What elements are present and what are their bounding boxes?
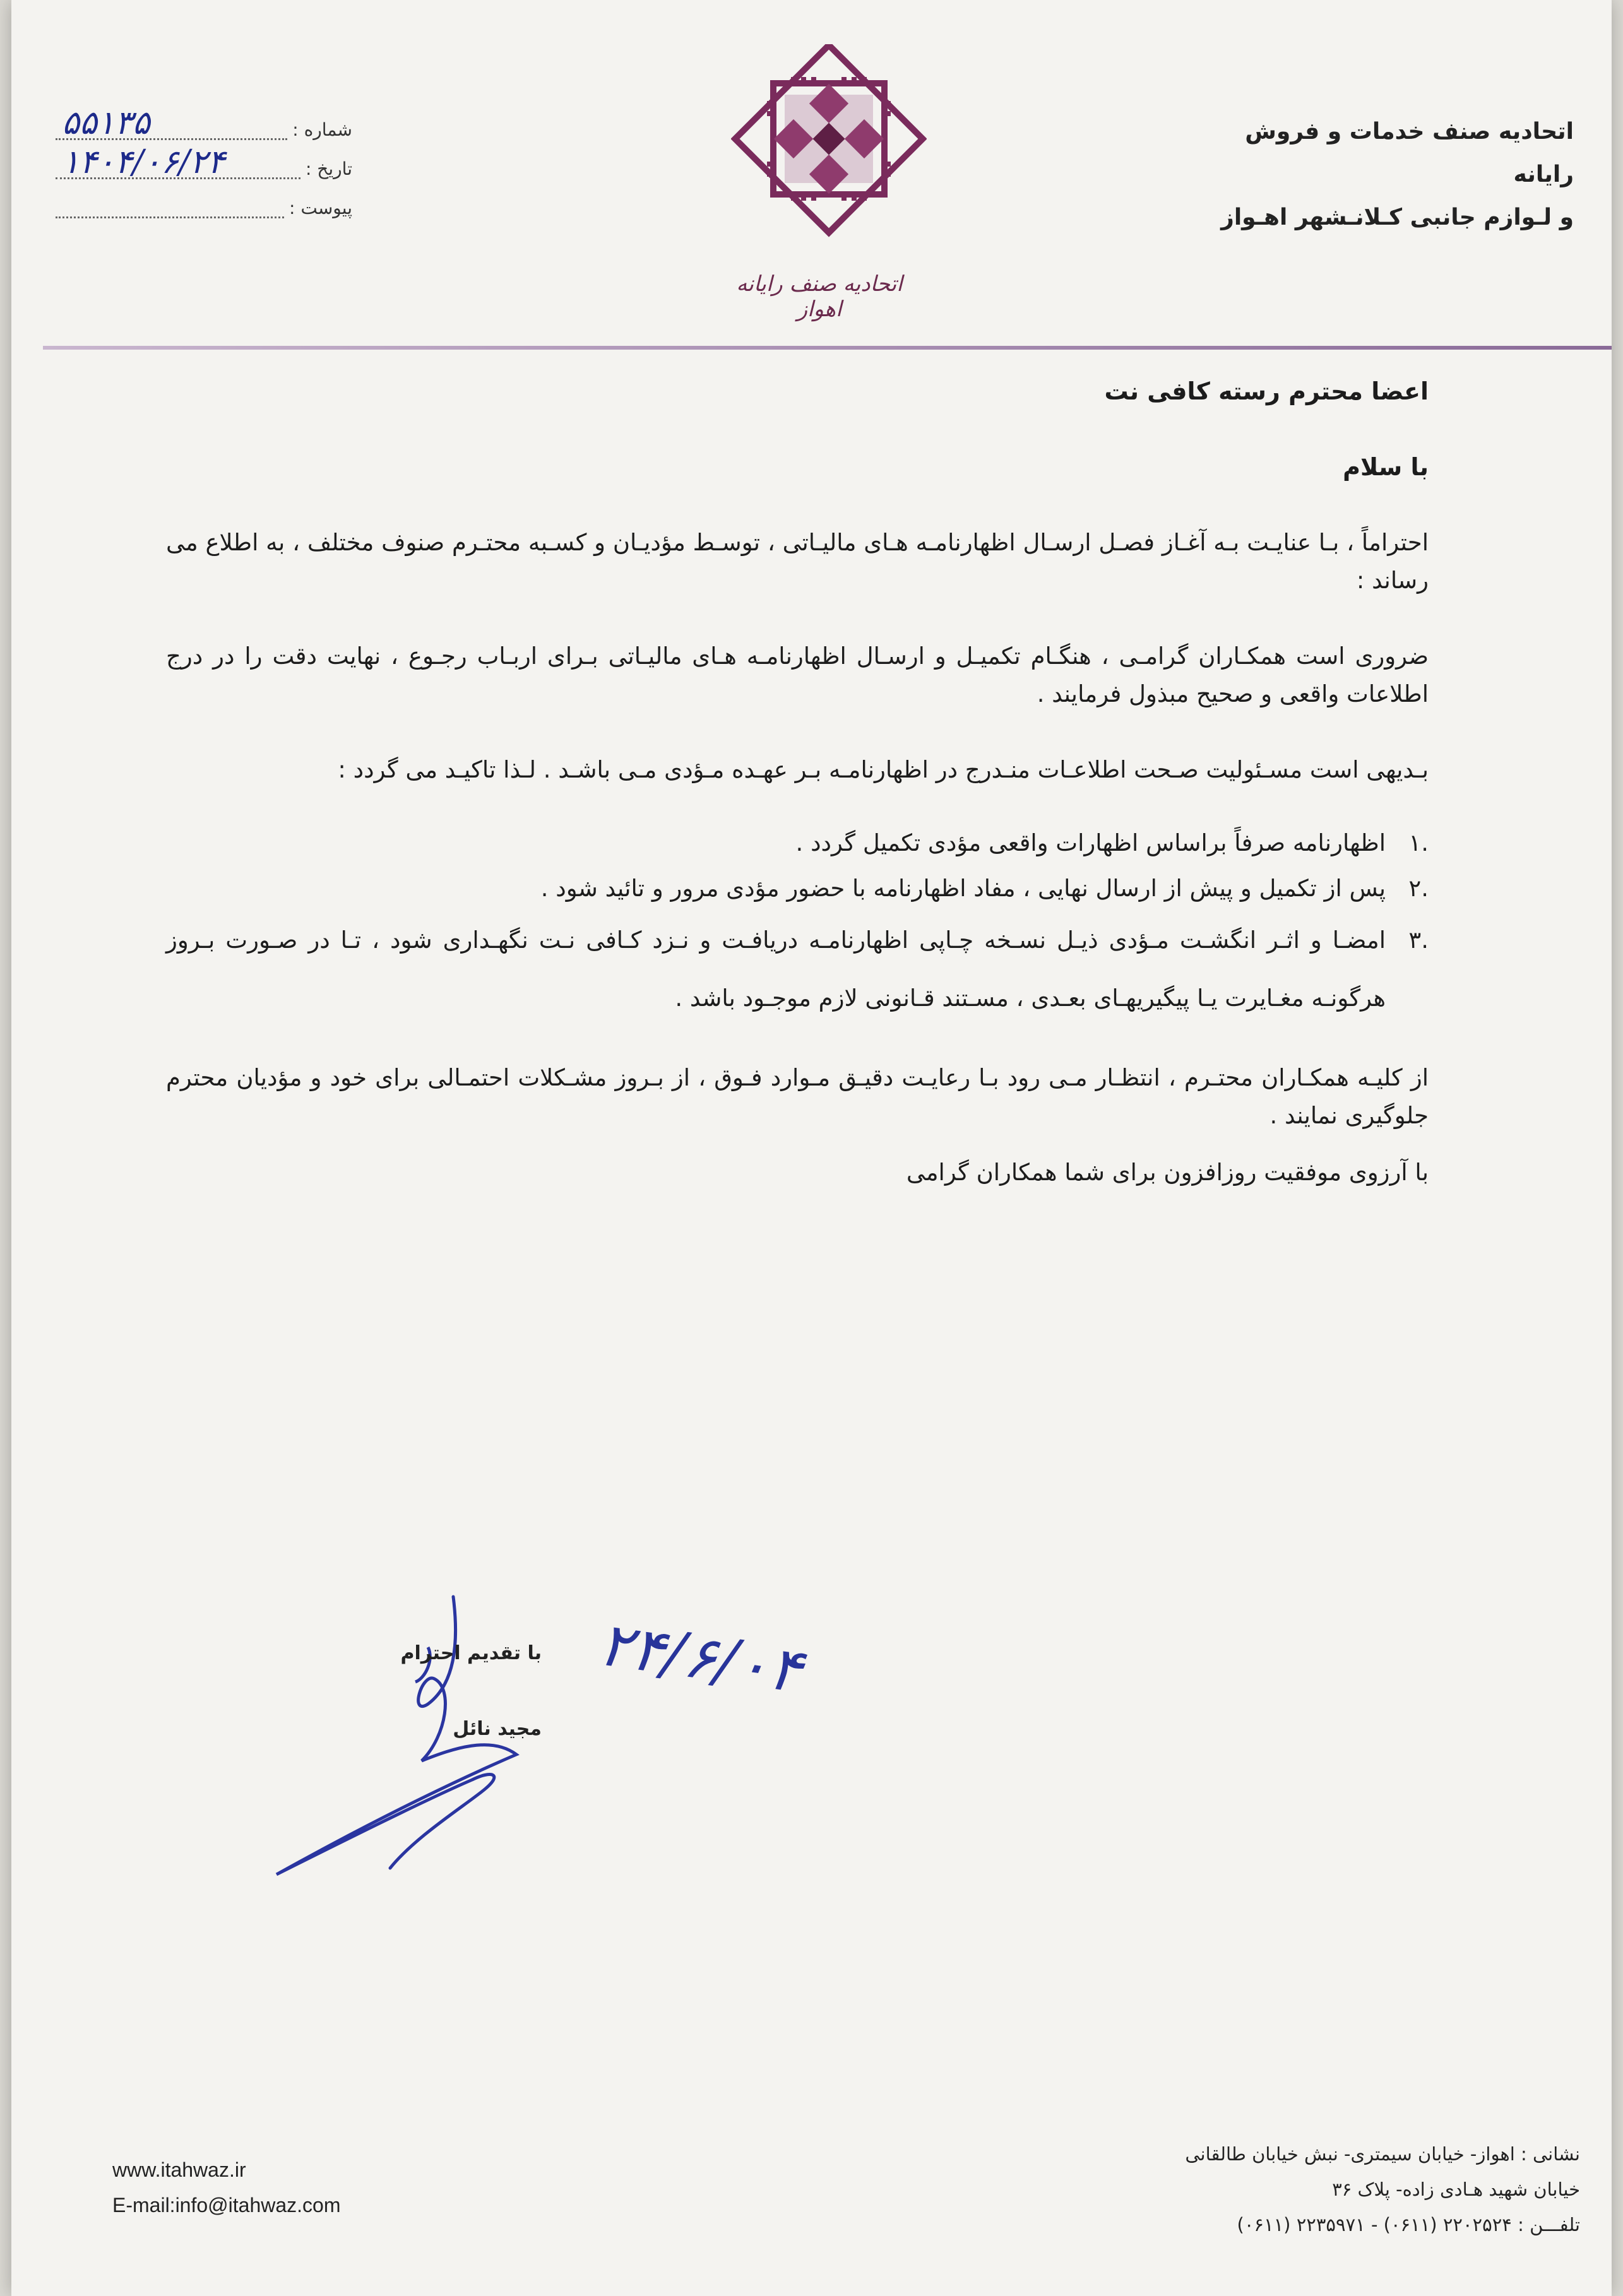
number-label: شماره : (292, 119, 352, 140)
signoff (365, 1616, 542, 1767)
handwritten-date: ۲۴/۶/۰۴ (594, 1608, 806, 1707)
paragraph-3: بـدیهی است مسـئولیت صـحت اطلاعـات منـدرج در اظهارنامـه بـر عهـده مـؤدی مـی باشـد . لـذا تاکیـد می گردد : (338, 756, 1429, 783)
date-label: تاریخ : (305, 158, 352, 179)
website-link[interactable]: www.itahwaz.ir (112, 2158, 246, 2181)
logo-caption: اتحادیه صنف رایانه اهواز (736, 271, 903, 322)
footer-address (1100, 2136, 1580, 2242)
list-number: .۲ (1408, 875, 1429, 902)
paragraph-2: ضروری است همکـاران گرامـی ، هنگـام تکمیـل و ارسـال اظهارنامـه هـای مالیـاتی بـرای اربـاب رجـوع ، نهایت دقت را در درج اطلاعات واقعی و صحیح مبذول فرمایند . (166, 642, 1429, 707)
attachment-label: پیوست : (289, 198, 352, 218)
letter-body (166, 372, 1429, 1192)
closing-line: با آرزوی موفقیت روزافزون برای شما همکاران گرامی (906, 1159, 1429, 1186)
letter-meta (56, 101, 352, 218)
org-line-2: و لـوازم جانبی کـلانـشهر اهـواز (1221, 204, 1574, 230)
requirements-list (166, 820, 1429, 1027)
date-value: ۱۴۰۴/۰۶/۲۴ (62, 143, 225, 181)
number-value: ۵۵۱۳۵ (62, 104, 150, 142)
address-line-2: خیابان شهید هـادی زاده- پلاک ۳۶ (1332, 2179, 1580, 2200)
list-text: پس از تکمیل و پیش از ارسال نهایی ، مفاد اظهارنامه با حضور مؤدی مرور و تائید شود . (540, 875, 1386, 902)
signatory-name: مجید نائل (453, 1718, 542, 1740)
org-line-1: اتحادیه صنف خدمات و فروش رایانه (1245, 119, 1574, 187)
phone-numbers: تلفـــن : ۲۲۰۲۵۲۴ (۰۶۱۱) - ۲۲۳۵۹۷۱ (۰۶۱۱) (1237, 2214, 1580, 2235)
footer-contact (112, 2152, 340, 2223)
list-item (166, 911, 1429, 1027)
paragraph-1: احتراماً ، بـا عنایـت بـه آغـاز فصـل ارسـال اظهارنامـه هـای مالیـاتی ، توسـط مؤدیـان و کسـبه محتـرم صنوف مختلف ، به اطلاع می رساند : (166, 529, 1429, 594)
greeting: با سلام (1343, 453, 1429, 481)
regards-text: با تقدیم احترام (400, 1642, 542, 1664)
email-link[interactable]: E-mail:info@itahwaz.com (112, 2194, 341, 2216)
list-item (166, 866, 1429, 911)
letter-sheet (11, 0, 1612, 2296)
list-number: .۱ (1408, 829, 1429, 856)
attachment-row (56, 179, 352, 218)
paragraph-4: از کلیـه همکـاران محتـرم ، انتظـار مـی رود بـا رعایـت دقیـق مـوارد فـوق ، از بـروز مشـکلات احتمـالی برای خود و مؤدیان محترم جلوگیری نمایند . (166, 1064, 1429, 1129)
list-text: امضـا و اثـر انگشـت مـؤدی ذیـل نسـخه چـاپی اظهارنامـه دریافـت و نـزد کـافی نـت نگهـداری شود ، تـا در صـورت بـروز هرگونـه مغـایرت یـا پیگیریهـای بعـدی ، مسـتند قـانونی لازم موجـود باشد . (166, 926, 1386, 1012)
header-divider (43, 346, 1612, 350)
organization-name (1182, 110, 1574, 239)
list-number: .۳ (1408, 926, 1429, 954)
number-row (56, 101, 352, 140)
address-line-1: نشانی : اهواز- خیابان سیمتری- نبش خیابان طالقانی (1185, 2143, 1580, 2165)
list-item (166, 820, 1429, 866)
date-row (56, 140, 352, 179)
recipient: اعضا محترم رسته کافی نت (1104, 377, 1429, 405)
list-text: اظهارنامه صرفاً براساس اظهارات واقعی مؤدی تکمیل گردد . (795, 829, 1386, 856)
